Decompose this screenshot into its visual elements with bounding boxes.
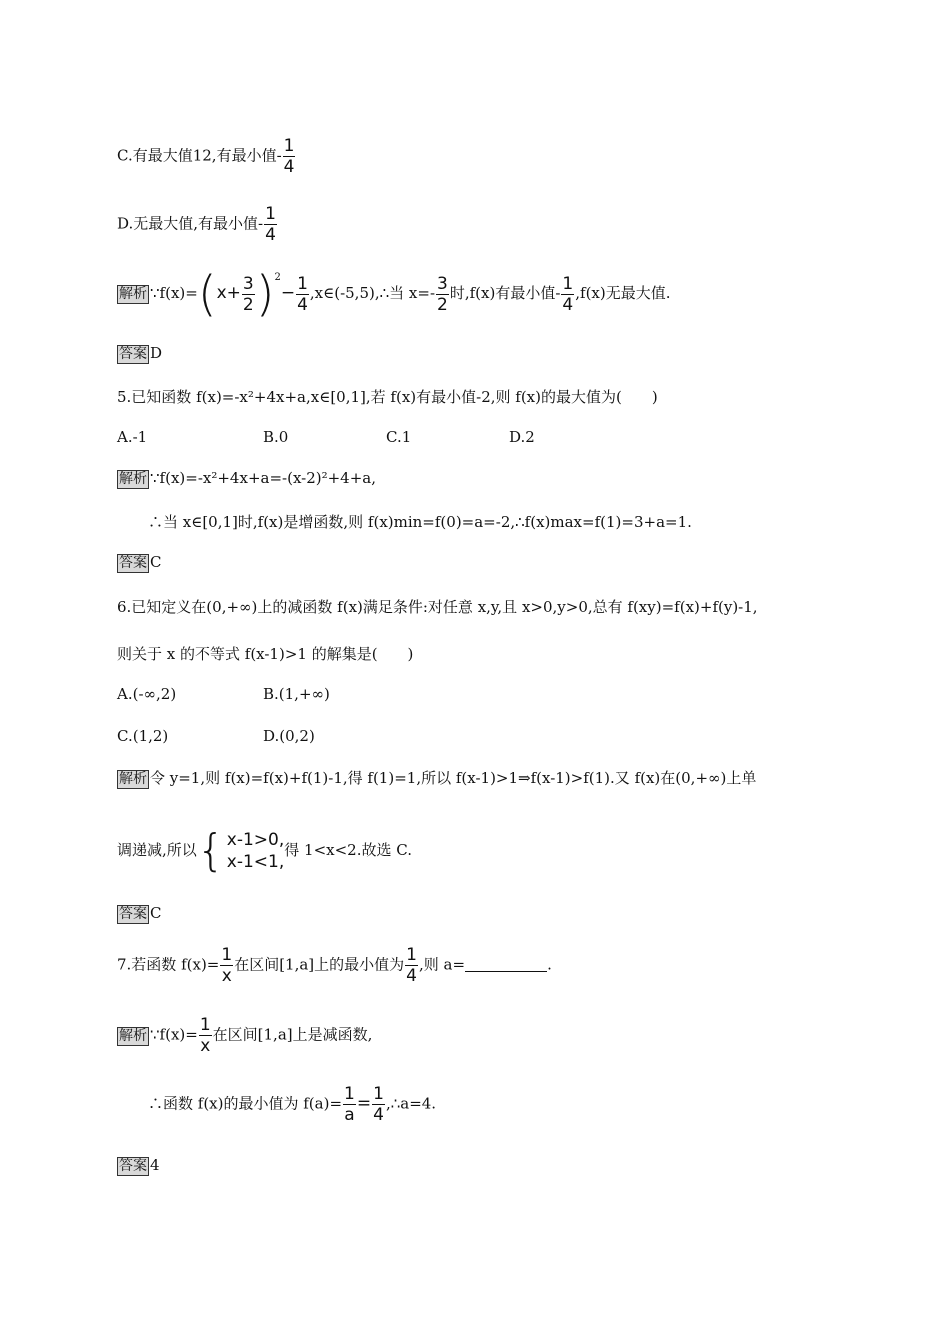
q6-stem-1: 6.已知定义在(0,+∞)上的减函数 f(x)满足条件:对任意 x,y,且 x>0,y>0,总有 f(xy)=f(x)+f(y)-1, [117,598,758,616]
answer-tag: 答案 [119,346,147,362]
q5-analysis-2: ∴当 x∈[0,1]时,f(x)是增函数,则 f(x)min=f(0)=a=-2,∴f(x)max=f(1)=3+a=1. [148,513,692,531]
q7-stem: 7.若函数 f(x)= $\frac{1}{x}$ 在区间[1,a]上的最小值为 $\frac{1}{4}$ ,则 a= . [117,945,552,986]
equation-system: { x-1>0, x-1<1, [196,825,285,876]
answer-tag: 答案 [119,1158,147,1174]
q6-stem-2: 则关于 x 的不等式 f(x-1)>1 的解集是( ) [117,645,414,663]
q5-answer: 答案 C [119,553,162,571]
q5-analysis-1: 解析 ∵f(x)=-x²+4x+a=-(x-2)²+4+a, [119,469,377,487]
q7-answer: 答案 4 [119,1156,160,1174]
analysis-tag: 解析 [119,471,147,487]
analysis-tag: 解析 [119,286,147,302]
q5-option-d: D.2 [509,428,535,446]
q6-option-d: D.(0,2) [263,727,315,745]
q5-option-c: C.1 [386,428,412,446]
option-c: C.有最大值12,有最小值- $\frac{1}{4}$ [117,136,295,177]
answer-tag: 答案 [119,906,147,922]
q5-option-a: A.-1 [117,428,148,446]
q6-analysis-1: 解析 令 y=1,则 f(x)=f(x)+f(1)-1,得 f(1)=1,所以 f(x-1)>1⇒f(x-1)>f(1).又 f(x)在(0,+∞)上单 [119,769,757,787]
q5-stem: 5.已知函数 f(x)=-x²+4x+a,x∈[0,1],若 f(x)有最小值-2,则 f(x)的最大值为( ) [117,388,658,406]
analysis-tag: 解析 [119,771,147,787]
q6-option-c: C.(1,2) [117,727,169,745]
answer-blank[interactable] [465,971,547,972]
q6-option-b: B.(1,+∞) [263,685,330,703]
q7-analysis-1: 解析 ∵f(x)= $\frac{1}{x}$ 在区间[1,a]上是减函数, [119,1015,373,1056]
q7-analysis-2: ∴函数 f(x)的最小值为 f(a)= $\frac{1}{a}$ = $\frac{1}{4}$ ,∴a=4. [148,1084,437,1125]
fraction: $\frac{1}{4}$ [265,204,276,245]
q4-analysis: 解析 ∵f(x)=(x+ $\frac{3}{2}$ )$^2$− $\frac{1}{4}$ ,x∈(-5,5),∴当 x=- $\frac{3}{2}$ 时,f(x)有最小值- $\frac{1}{4}$ ,f(x)无最大值. [119,266,671,322]
analysis-tag: 解析 [119,1027,147,1044]
q6-option-a: A.(-∞,2) [117,685,177,703]
fraction: $\frac{1}{4}$ [283,136,295,177]
q6-analysis-2: 调递减,所以 { x-1>0, x-1<1, 得 1<x<2.故选 C. [117,825,412,876]
q4-answer: 答案 D [119,344,163,362]
answer-tag: 答案 [119,555,147,571]
q5-option-b: B.0 [263,428,289,446]
option-d: D.无最大值,有最小值- $\frac{1}{4}$ [117,204,276,245]
q6-answer: 答案 C [119,904,162,922]
